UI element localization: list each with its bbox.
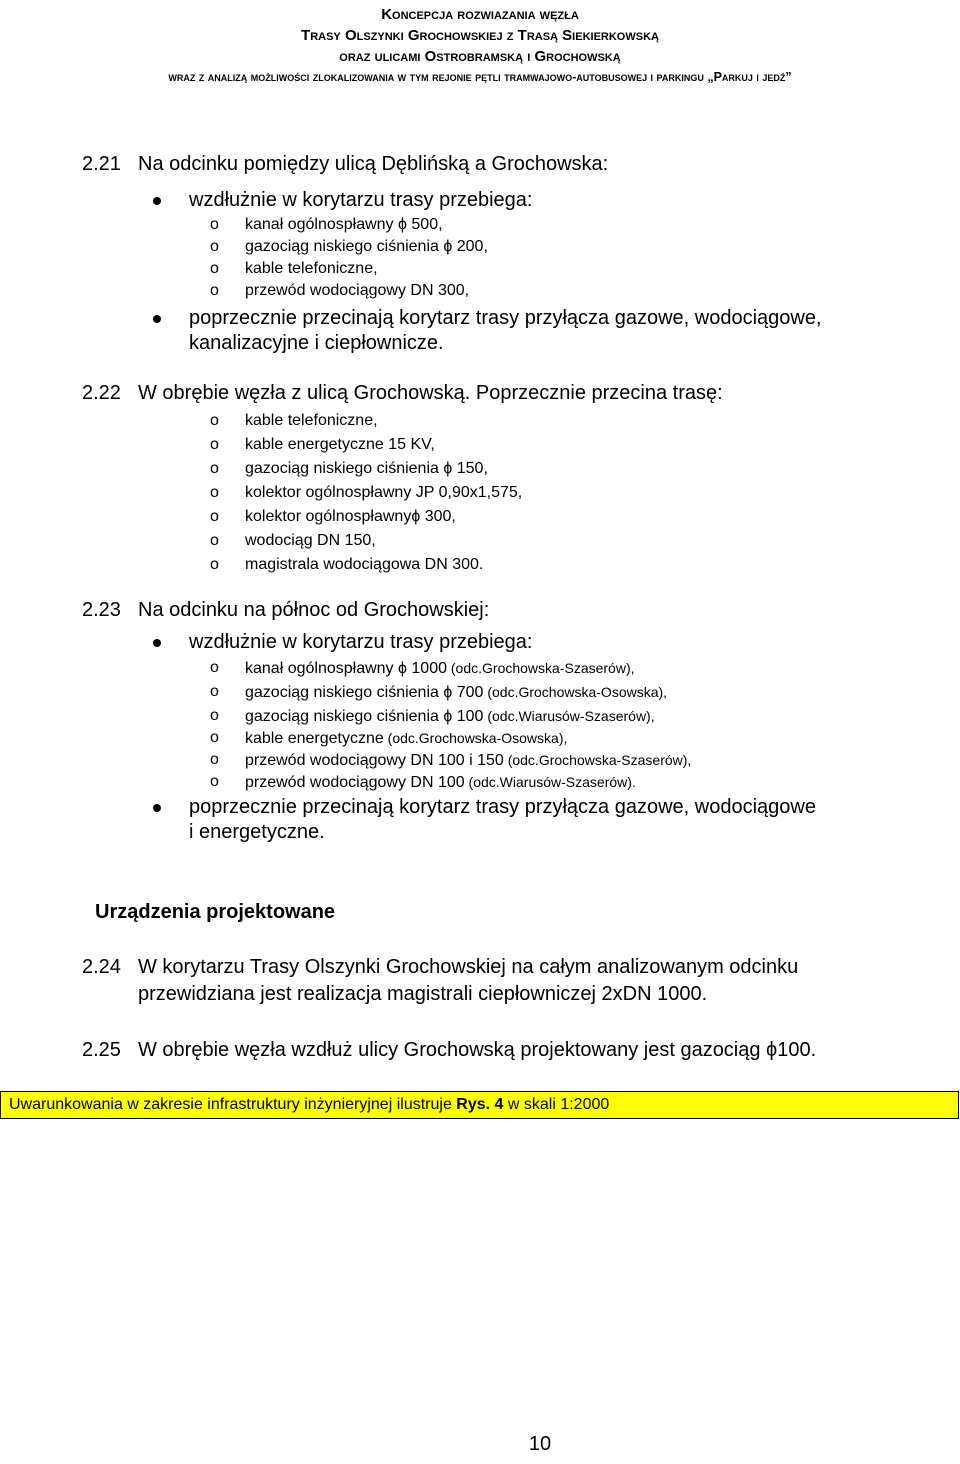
bullet-text: poprzecznie przecinają korytarz trasy przyłącza gazowe, wodociągowe xyxy=(189,796,816,818)
sub-list-text: przewód wodociągowy DN 100 xyxy=(245,774,465,791)
circle-bullet-icon: o xyxy=(210,751,219,768)
header-line-1: Koncepcja rozwiazania węzła xyxy=(381,6,579,23)
bullet-text: wzdłużnie w korytarzu trasy przebiega: xyxy=(189,189,533,211)
bullet-dot-icon xyxy=(153,197,161,205)
circle-bullet-icon: o xyxy=(210,508,219,525)
page-number: 10 xyxy=(528,1433,552,1455)
segment-note: (odc.Grochowska-Osowska), xyxy=(383,730,568,746)
circle-bullet-icon: o xyxy=(210,773,219,790)
document-header xyxy=(0,4,960,88)
section-number: 2.25 xyxy=(82,1039,121,1061)
sub-list-text: gazociąg niskiego ciśnienia ϕ 150, xyxy=(245,460,488,477)
sub-list-text: kanał ogólnospławny ϕ 1000 xyxy=(245,660,447,677)
sub-list-text: gazociąg niskiego ciśnienia ϕ 200, xyxy=(245,238,488,255)
circle-bullet-icon: o xyxy=(210,532,219,549)
section-number: 2.22 xyxy=(82,382,121,404)
circle-bullet-icon: o xyxy=(210,216,219,233)
circle-bullet-icon: o xyxy=(210,556,219,573)
circle-bullet-icon: o xyxy=(210,707,219,724)
section-number: 2.23 xyxy=(82,599,121,621)
segment-note: (odc.Wiarusów-Szaserów), xyxy=(483,708,655,724)
section-number: 2.24 xyxy=(82,956,121,978)
sub-list-text: kolektor ogólnospławny JP 0,90x1,575, xyxy=(245,484,523,501)
bullet-dot-icon xyxy=(153,315,161,323)
circle-bullet-icon: o xyxy=(210,659,219,676)
sub-list-text: kable telefoniczne, xyxy=(245,260,378,277)
bullet-dot-icon xyxy=(153,804,161,812)
sub-list-text: wodociąg DN 150, xyxy=(245,532,376,549)
paragraph-line: W obrębie węzła wzdłuż ulicy Grochowską projektowany jest gazociąg ϕ100. xyxy=(138,1039,817,1061)
header-line-4: wraz z analizą możliwości zlokalizowania w tym rejonie pętli tramwajowo-autobusowej i parkingu „Parkuj i jedź” xyxy=(168,70,792,84)
sub-list-text: kolektor ogólnospławnyϕ 300, xyxy=(245,508,456,525)
segment-note: (odc.Grochowska-Osowska), xyxy=(483,684,668,700)
segment-note: (odc.Grochowska-Szaserów), xyxy=(447,660,635,676)
segment-note: (odc.Grochowska-Szaserów), xyxy=(503,752,692,768)
circle-bullet-icon: o xyxy=(210,238,219,255)
circle-bullet-icon: o xyxy=(210,412,219,429)
section-2-21-heading xyxy=(82,152,608,176)
section-number: 2.21 xyxy=(82,153,121,175)
sub-list-text: kanał ogólnospławny ϕ 500, xyxy=(245,216,443,233)
sub-list-text: przewód wodociągowy DN 300, xyxy=(245,282,470,299)
sub-list-text: kable energetyczne 15 KV, xyxy=(245,436,435,453)
sub-list-text: kable telefoniczne, xyxy=(245,412,378,429)
bullet-text: poprzecznie przecinają korytarz trasy przyłącza gazowe, wodociągowe, xyxy=(189,307,822,329)
note-text: Uwarunkowania w zakresie infrastruktury inżynieryjnej ilustruje xyxy=(9,1096,457,1113)
note-text-end: w skali 1:2000 xyxy=(503,1096,610,1113)
section-title: Na odcinku na północ od Grochowskiej: xyxy=(138,599,490,621)
sub-list-text: gazociąg niskiego ciśnienia ϕ 100 xyxy=(245,708,484,725)
circle-bullet-icon: o xyxy=(210,460,219,477)
paragraph-line: W korytarzu Trasy Olszynki Grochowskiej na całym analizowanym odcinku xyxy=(138,956,799,978)
circle-bullet-icon: o xyxy=(210,260,219,277)
bullet-text: wzdłużnie w korytarzu trasy przebiega: xyxy=(189,631,533,653)
section-title: Na odcinku pomiędzy ulicą Dęblińską a Grochowska: xyxy=(138,153,609,175)
segment-note: (odc.Wiarusów-Szaserów). xyxy=(464,774,636,790)
bullet-text: i energetyczne. xyxy=(189,821,325,843)
header-line-2: Trasy Olszynki Grochowskiej z Trasą Siekierkowską xyxy=(301,27,659,44)
section-2-22-heading xyxy=(82,381,723,405)
figure-reference: Rys. 4 xyxy=(456,1096,504,1113)
circle-bullet-icon: o xyxy=(210,683,219,700)
circle-bullet-icon: o xyxy=(210,729,219,746)
sub-list-text: kable energetyczne xyxy=(245,730,384,747)
highlighted-note xyxy=(0,1091,959,1119)
circle-bullet-icon: o xyxy=(210,436,219,453)
section-title: W obrębie węzła z ulicą Grochowską. Poprzecznie przecina trasę: xyxy=(138,382,723,404)
circle-bullet-icon: o xyxy=(210,282,219,299)
sub-list-text: gazociąg niskiego ciśnienia ϕ 700 xyxy=(245,684,484,701)
sub-list-text: przewód wodociągowy DN 100 i 150 xyxy=(245,752,504,769)
subheading-planned-devices: Urządzenia projektowane xyxy=(95,901,336,923)
circle-bullet-icon: o xyxy=(210,484,219,501)
bullet-dot-icon xyxy=(153,639,161,647)
bullet-text: kanalizacyjne i ciepłownicze. xyxy=(189,332,444,354)
sub-list-text: magistrala wodociągowa DN 300. xyxy=(245,556,484,573)
header-line-3: oraz ulicami Ostrobramską i Grochowską xyxy=(339,48,621,65)
paragraph-line: przewidziana jest realizacja magistrali ciepłowniczej 2xDN 1000. xyxy=(138,983,708,1005)
section-2-23-heading xyxy=(82,598,489,622)
